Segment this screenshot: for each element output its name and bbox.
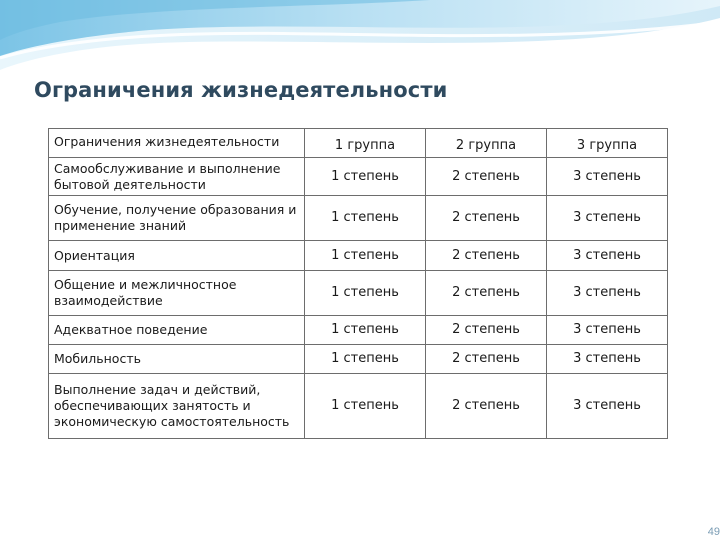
row-label: Общение и межличностное взаимодействие (49, 271, 305, 316)
page-number: 49 (707, 526, 720, 538)
row-label: Ориентация (49, 241, 305, 271)
grade-cell-group-2: 2 степень (426, 374, 547, 439)
table-row (49, 271, 668, 316)
grade-cell-group-1: 1 степень (305, 316, 426, 345)
row-label: Выполнение задач и действий, обеспечивающих занятость и экономическую самостоятельность (49, 374, 305, 439)
table-row (49, 316, 668, 345)
disability-limits-table (48, 128, 668, 439)
grade-cell-group-1: 1 степень (305, 374, 426, 439)
row-label: Самообслуживание и выполнение бытовой деятельности (49, 158, 305, 196)
grade-cell-group-2: 2 степень (426, 316, 547, 345)
grade-cell-group-1: 1 степень (305, 271, 426, 316)
table-row (49, 158, 668, 196)
grade-cell-group-1: 1 степень (305, 241, 426, 271)
grade-cell-group-3: 3 степень (547, 345, 668, 374)
grade-cell-group-3: 3 степень (547, 241, 668, 271)
header-wave-banner (0, 0, 720, 78)
grade-cell-group-1: 1 степень (305, 158, 426, 196)
row-label: Обучение, получение образования и применение знаний (49, 196, 305, 241)
table-row (49, 345, 668, 374)
row-label: Адекватное поведение (49, 316, 305, 345)
table-row (49, 196, 668, 241)
grade-cell-group-1: 1 степень (305, 196, 426, 241)
header-group-3: 3 группа (547, 129, 668, 158)
grade-cell-group-2: 2 степень (426, 196, 547, 241)
grade-cell-group-2: 2 степень (426, 271, 547, 316)
grade-cell-group-2: 2 степень (426, 158, 547, 196)
grade-cell-group-3: 3 степень (547, 196, 668, 241)
grade-cell-group-2: 2 степень (426, 241, 547, 271)
grade-cell-group-2: 2 степень (426, 345, 547, 374)
grade-cell-group-3: 3 степень (547, 271, 668, 316)
grade-cell-group-3: 3 степень (547, 158, 668, 196)
table-body (49, 129, 668, 439)
table-row (49, 241, 668, 271)
row-label: Мобильность (49, 345, 305, 374)
grade-cell-group-1: 1 степень (305, 345, 426, 374)
table-header-row (49, 129, 668, 158)
header-label-cell: Ограничения жизнедеятельности (49, 129, 305, 158)
grade-cell-group-3: 3 степень (547, 316, 668, 345)
grade-cell-group-3: 3 степень (547, 374, 668, 439)
slide-title: Ограничения жизнедеятельности (34, 78, 448, 102)
table-row (49, 374, 668, 439)
header-group-1: 1 группа (305, 129, 426, 158)
header-group-2: 2 группа (426, 129, 547, 158)
